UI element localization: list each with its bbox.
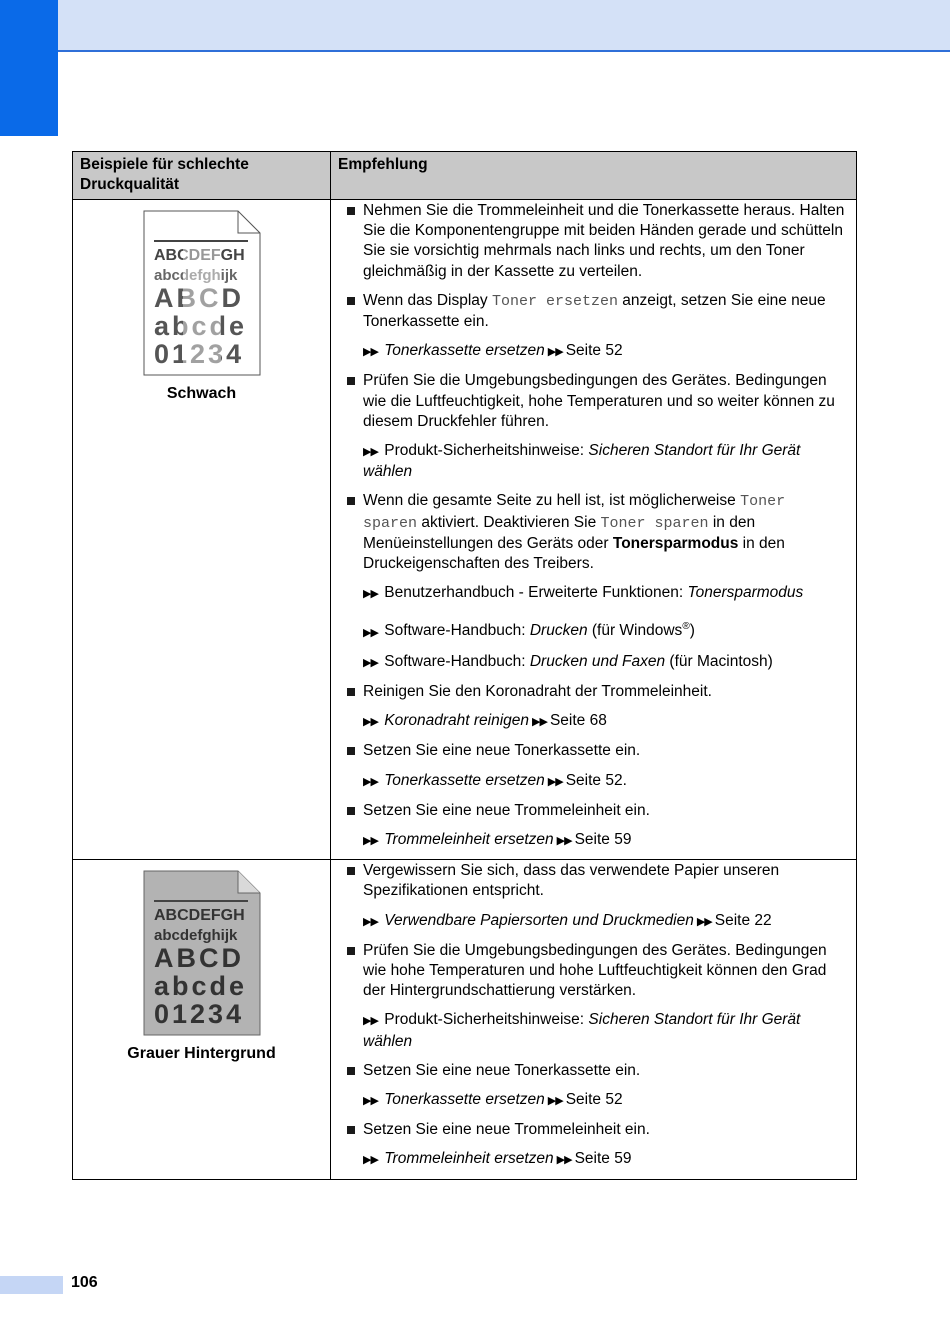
reference-note: (für Macintosh) — [665, 652, 773, 670]
list-item: Prüfen Sie die Umgebungsbedingungen des Gerätes. Bedingungen wie hohe Temperaturen und hohe Luftfeuchtigkeit können den Grad der Hintergrundschattierung verstärken. — [345, 941, 846, 1002]
svg-text:ABCD: ABCD — [153, 283, 244, 313]
double-arrow-icon: ▶▶ — [363, 1154, 378, 1167]
recommendation-list — [331, 200, 856, 859]
list-item: Setzen Sie eine neue Tonerkassette ein. — [345, 741, 846, 761]
reference-page: Seite 52 — [565, 342, 623, 360]
list-item-text: in den Menüeinstellungen des Geräts oder — [363, 513, 756, 552]
list-item: Setzen Sie eine neue Trommeleinheit ein. — [345, 801, 846, 821]
cross-reference[interactable] — [345, 771, 846, 792]
faint-print-sample-image — [143, 210, 261, 376]
cross-reference[interactable] — [345, 341, 846, 362]
double-arrow-icon: ▶▶ — [363, 656, 378, 669]
page-number: 106 — [71, 1274, 98, 1291]
reference-title: Koronadraht reinigen — [384, 712, 530, 730]
registered-mark: ® — [682, 621, 690, 633]
menu-setting: Toner sparen — [363, 493, 786, 532]
list-item-text: anzeigt, setzen Sie eine neue Tonerkassette ein. — [363, 291, 826, 331]
reference-title: Trommeleinheit ersetzen — [384, 1150, 554, 1168]
svg-text:abcde: abcde — [153, 311, 247, 341]
driver-setting: Tonersparmodus — [612, 534, 739, 552]
cross-reference[interactable] — [345, 911, 846, 932]
table-row — [73, 860, 857, 1179]
double-arrow-icon: ▶▶ — [363, 915, 378, 928]
cross-reference[interactable] — [345, 1090, 846, 1111]
list-item-text: Wenn das Display — [363, 291, 492, 309]
reference-title: Trommeleinheit ersetzen — [384, 831, 554, 849]
double-arrow-icon: ▶▶ — [532, 716, 547, 729]
cross-reference[interactable] — [345, 1010, 846, 1051]
reference-title: Tonersparmodus — [687, 584, 804, 602]
double-arrow-icon: ▶▶ — [363, 446, 378, 459]
list-item: Vergewissern Sie sich, dass das verwendete Papier unseren Spezifikationen entspricht. — [345, 861, 846, 901]
recommendation-cell-faint — [331, 200, 857, 860]
header-band — [0, 0, 950, 52]
list-item: Setzen Sie eine neue Trommeleinheit ein. — [345, 1120, 846, 1140]
reference-note: ) — [689, 622, 695, 640]
svg-text:01234: 01234 — [153, 999, 244, 1030]
svg-text:ABCDEFGH: ABCDEFGH — [153, 907, 245, 925]
double-arrow-icon: ▶▶ — [547, 775, 563, 788]
svg-text:abcde: abcde — [153, 971, 247, 1002]
list-item: Setzen Sie eine neue Tonerkassette ein. — [345, 1061, 846, 1081]
reference-title: Drucken und Faxen — [529, 652, 666, 670]
svg-text:abcdefghijk: abcdefghijk — [153, 927, 237, 945]
double-arrow-icon: ▶▶ — [363, 1095, 378, 1108]
cross-reference[interactable] — [345, 583, 846, 604]
example-cell-gray-background — [73, 860, 331, 1179]
cross-reference[interactable] — [345, 711, 846, 732]
reference-source: Produkt-Sicherheitshinweise: — [384, 442, 589, 460]
reference-title: Sicheren Standort für Ihr Gerät wählen — [363, 442, 801, 481]
double-arrow-icon: ▶▶ — [696, 915, 712, 928]
double-arrow-icon: ▶▶ — [547, 346, 563, 359]
svg-text:ABCDEFGH: ABCDEFGH — [153, 247, 245, 264]
recommendation-list — [331, 860, 856, 1178]
double-arrow-icon: ▶▶ — [363, 1015, 378, 1028]
cross-reference[interactable] — [345, 652, 846, 673]
reference-page: Seite 22 — [714, 911, 772, 929]
example-caption: Grauer Hintergrund — [127, 1045, 276, 1063]
list-item: Reinigen Sie den Koronadraht der Trommeleinheit. — [345, 682, 846, 702]
reference-source: Benutzerhandbuch - Erweiterte Funktionen: — [384, 584, 688, 602]
svg-text:abcdefghijk: abcdefghijk — [153, 267, 237, 284]
cross-reference[interactable] — [345, 1149, 846, 1170]
reference-title: Sicheren Standort für Ihr Gerät wählen — [363, 1011, 801, 1050]
reference-title: Drucken — [529, 622, 588, 640]
svg-text:01234: 01234 — [153, 339, 244, 369]
reference-source: Produkt-Sicherheitshinweise: — [384, 1011, 589, 1029]
lcd-message: Toner ersetzen — [491, 292, 618, 310]
double-arrow-icon: ▶▶ — [363, 716, 378, 729]
list-item-text: in den Druckeigenschaften des Treibers. — [363, 534, 785, 573]
menu-setting: Toner sparen — [600, 514, 709, 532]
double-arrow-icon: ▶▶ — [363, 588, 378, 601]
header-recommendation: Empfehlung — [331, 152, 857, 200]
list-item: Prüfen Sie die Umgebungsbedingungen des Gerätes. Bedingungen wie die Luftfeuchtigkeit, hohe Temperaturen und so weiter können zu diesem Druckfehler führen. — [345, 371, 846, 432]
reference-title: Tonerkassette ersetzen — [384, 342, 545, 360]
table-row — [73, 200, 857, 860]
reference-title: Tonerkassette ersetzen — [384, 771, 545, 789]
reference-page: Seite 52. — [565, 771, 627, 789]
double-arrow-icon: ▶▶ — [363, 626, 378, 639]
reference-page: Seite 59 — [574, 1150, 632, 1168]
header-examples: Beispiele für schlechte Druckqualität — [73, 152, 331, 200]
list-item-text: aktiviert. Deaktivieren Sie — [417, 513, 601, 531]
cross-reference[interactable] — [345, 830, 846, 851]
double-arrow-icon: ▶▶ — [556, 1154, 572, 1167]
recommendation-cell-gray-background — [331, 860, 857, 1179]
reference-page: Seite 52 — [565, 1091, 623, 1109]
svg-text:ABCD: ABCD — [153, 943, 244, 974]
cross-reference[interactable] — [345, 441, 846, 482]
double-arrow-icon: ▶▶ — [547, 1095, 563, 1108]
reference-source: Software-Handbuch: — [384, 622, 530, 640]
header-rule — [58, 50, 950, 52]
reference-source: Software-Handbuch: — [384, 652, 530, 670]
reference-title: Verwendbare Papiersorten und Druckmedien — [384, 911, 694, 929]
example-caption: Schwach — [166, 385, 237, 402]
reference-title: Tonerkassette ersetzen — [384, 1091, 545, 1109]
list-item-text: Wenn die gesamte Seite zu hell ist, ist möglicherweise — [363, 492, 741, 510]
example-cell-faint — [73, 200, 331, 860]
list-item — [345, 491, 846, 574]
list-item: Nehmen Sie die Trommeleinheit und die Tonerkassette heraus. Halten Sie die Komponentengruppe mit beiden Händen gerade und schütteln Sie sie vorsichtig mehrmals nach links und rechts, um den Toner gleichmäßig in der Kassette zu verteilen. — [345, 201, 846, 282]
gray-background-sample-image — [143, 870, 261, 1036]
table-header-row — [73, 152, 857, 200]
double-arrow-icon: ▶▶ — [363, 775, 378, 788]
double-arrow-icon: ▶▶ — [363, 346, 378, 359]
print-quality-table — [72, 151, 857, 1180]
double-arrow-icon: ▶▶ — [363, 835, 378, 848]
footer-band — [0, 1276, 63, 1294]
reference-note: (für Windows — [587, 622, 683, 640]
double-arrow-icon: ▶▶ — [556, 835, 572, 848]
reference-page: Seite 68 — [549, 712, 607, 730]
list-item — [345, 291, 846, 332]
chapter-tab — [0, 0, 58, 136]
reference-page: Seite 59 — [574, 831, 632, 849]
cross-reference[interactable] — [345, 617, 846, 642]
